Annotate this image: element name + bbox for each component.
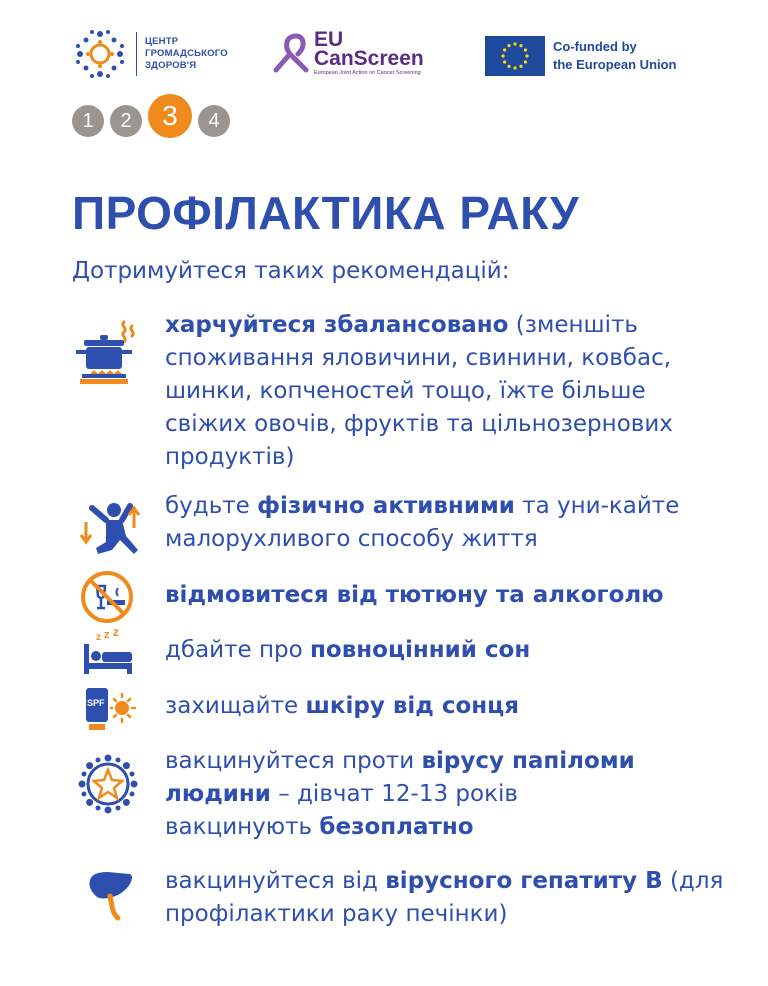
eu-flag-icon: [485, 36, 545, 76]
item-activity: [165, 490, 705, 556]
eu-title-1: EU: [314, 28, 344, 51]
sunscreen-graphic: [84, 686, 136, 732]
sleep-bed-icon: [80, 628, 136, 676]
step-1: 1: [72, 105, 104, 137]
virus-icon: [76, 752, 140, 816]
eu-canscreen-text: [314, 30, 424, 76]
cgz-logo-text: [145, 36, 228, 72]
item-nutrition-rest: (зменшіть споживання яловичини, свинини, ковбас, шинки, копченостей тощо, їжте більше свіжих овочів, фруктів та цільнозернових продуктів): [165, 312, 673, 470]
item-hpv: [165, 745, 635, 844]
item-nutrition: [165, 309, 725, 474]
item-hpv-bold-2: безоплатно: [319, 814, 474, 840]
ribbon-icon: [266, 32, 314, 74]
item-sleep-bold: повноцінний сон: [310, 637, 531, 663]
item-nutrition-bold: харчуйтеся збалансовано: [165, 312, 509, 338]
cgz-logo: [72, 26, 228, 82]
item-hepatitis-rest: (для профілактики раку печінки): [165, 868, 724, 927]
cgz-divider: [136, 32, 137, 76]
cgz-line-2: ГРОМАДСЬКОГО: [145, 48, 228, 59]
cofunded-line-2: the European Union: [553, 57, 677, 72]
no-tobacco-alcohol-icon: [80, 570, 134, 624]
step-3-active: 3: [148, 94, 192, 138]
item-sun-bold: шкіру від сонця: [305, 693, 520, 719]
spf-label: SPF: [87, 698, 105, 708]
page-subtitle: Дотримуйтеся таких рекомендацій:: [72, 258, 510, 284]
svg-text:z: z: [113, 628, 119, 639]
svg-text:z: z: [104, 629, 110, 641]
step-indicator: [72, 100, 230, 138]
item-sun: [165, 690, 725, 723]
cofunded-text: [553, 38, 677, 74]
cgz-line-1: ЦЕНТР: [145, 36, 179, 47]
liver-icon: [86, 870, 136, 922]
cgz-line-3: ЗДОРОВ'Я: [145, 60, 197, 71]
svg-text:z: z: [96, 632, 101, 643]
step-2: 2: [110, 105, 142, 137]
item-hpv-bold: вірусу папіломи людини: [165, 748, 635, 807]
item-hpv-pre: вакцинуйтеся проти: [165, 748, 422, 774]
cgz-logo-icon: [72, 26, 128, 82]
page-title: ПРОФІЛАКТИКА РАКУ: [72, 187, 580, 239]
item-activity-bold: фізично активними: [257, 493, 515, 519]
cofunded-line-1: Co-funded by: [553, 39, 637, 54]
cooking-pot-icon: [72, 318, 142, 388]
item-activity-pre: будьте: [165, 493, 258, 519]
item-hepatitis-bold: вірусного гепатиту В: [385, 868, 663, 894]
item-tobacco: [165, 579, 725, 612]
item-tobacco-bold: відмовитеся від тютюну та алкоголю: [165, 582, 664, 608]
item-sleep-pre: дбайте про: [165, 637, 311, 663]
eu-subtitle: European Joint Action on Cancer Screening: [314, 70, 421, 76]
step-4: 4: [198, 105, 230, 137]
item-hpv-mid: – дівчат 12-13 років вакцинують: [165, 781, 518, 840]
item-hepatitis: [165, 865, 725, 931]
item-hepatitis-pre: вакцинуйтеся від: [165, 868, 386, 894]
item-sun-pre: захищайте: [165, 693, 306, 719]
item-activity-rest: та уни-кайте малорухливого способу життя: [165, 493, 680, 552]
eu-title-2: CanScreen: [314, 47, 424, 70]
eu-canscreen-logo: [266, 30, 424, 76]
sunscreen-icon: [84, 686, 136, 732]
exercise-icon: [76, 496, 146, 566]
item-sleep: [165, 634, 725, 667]
